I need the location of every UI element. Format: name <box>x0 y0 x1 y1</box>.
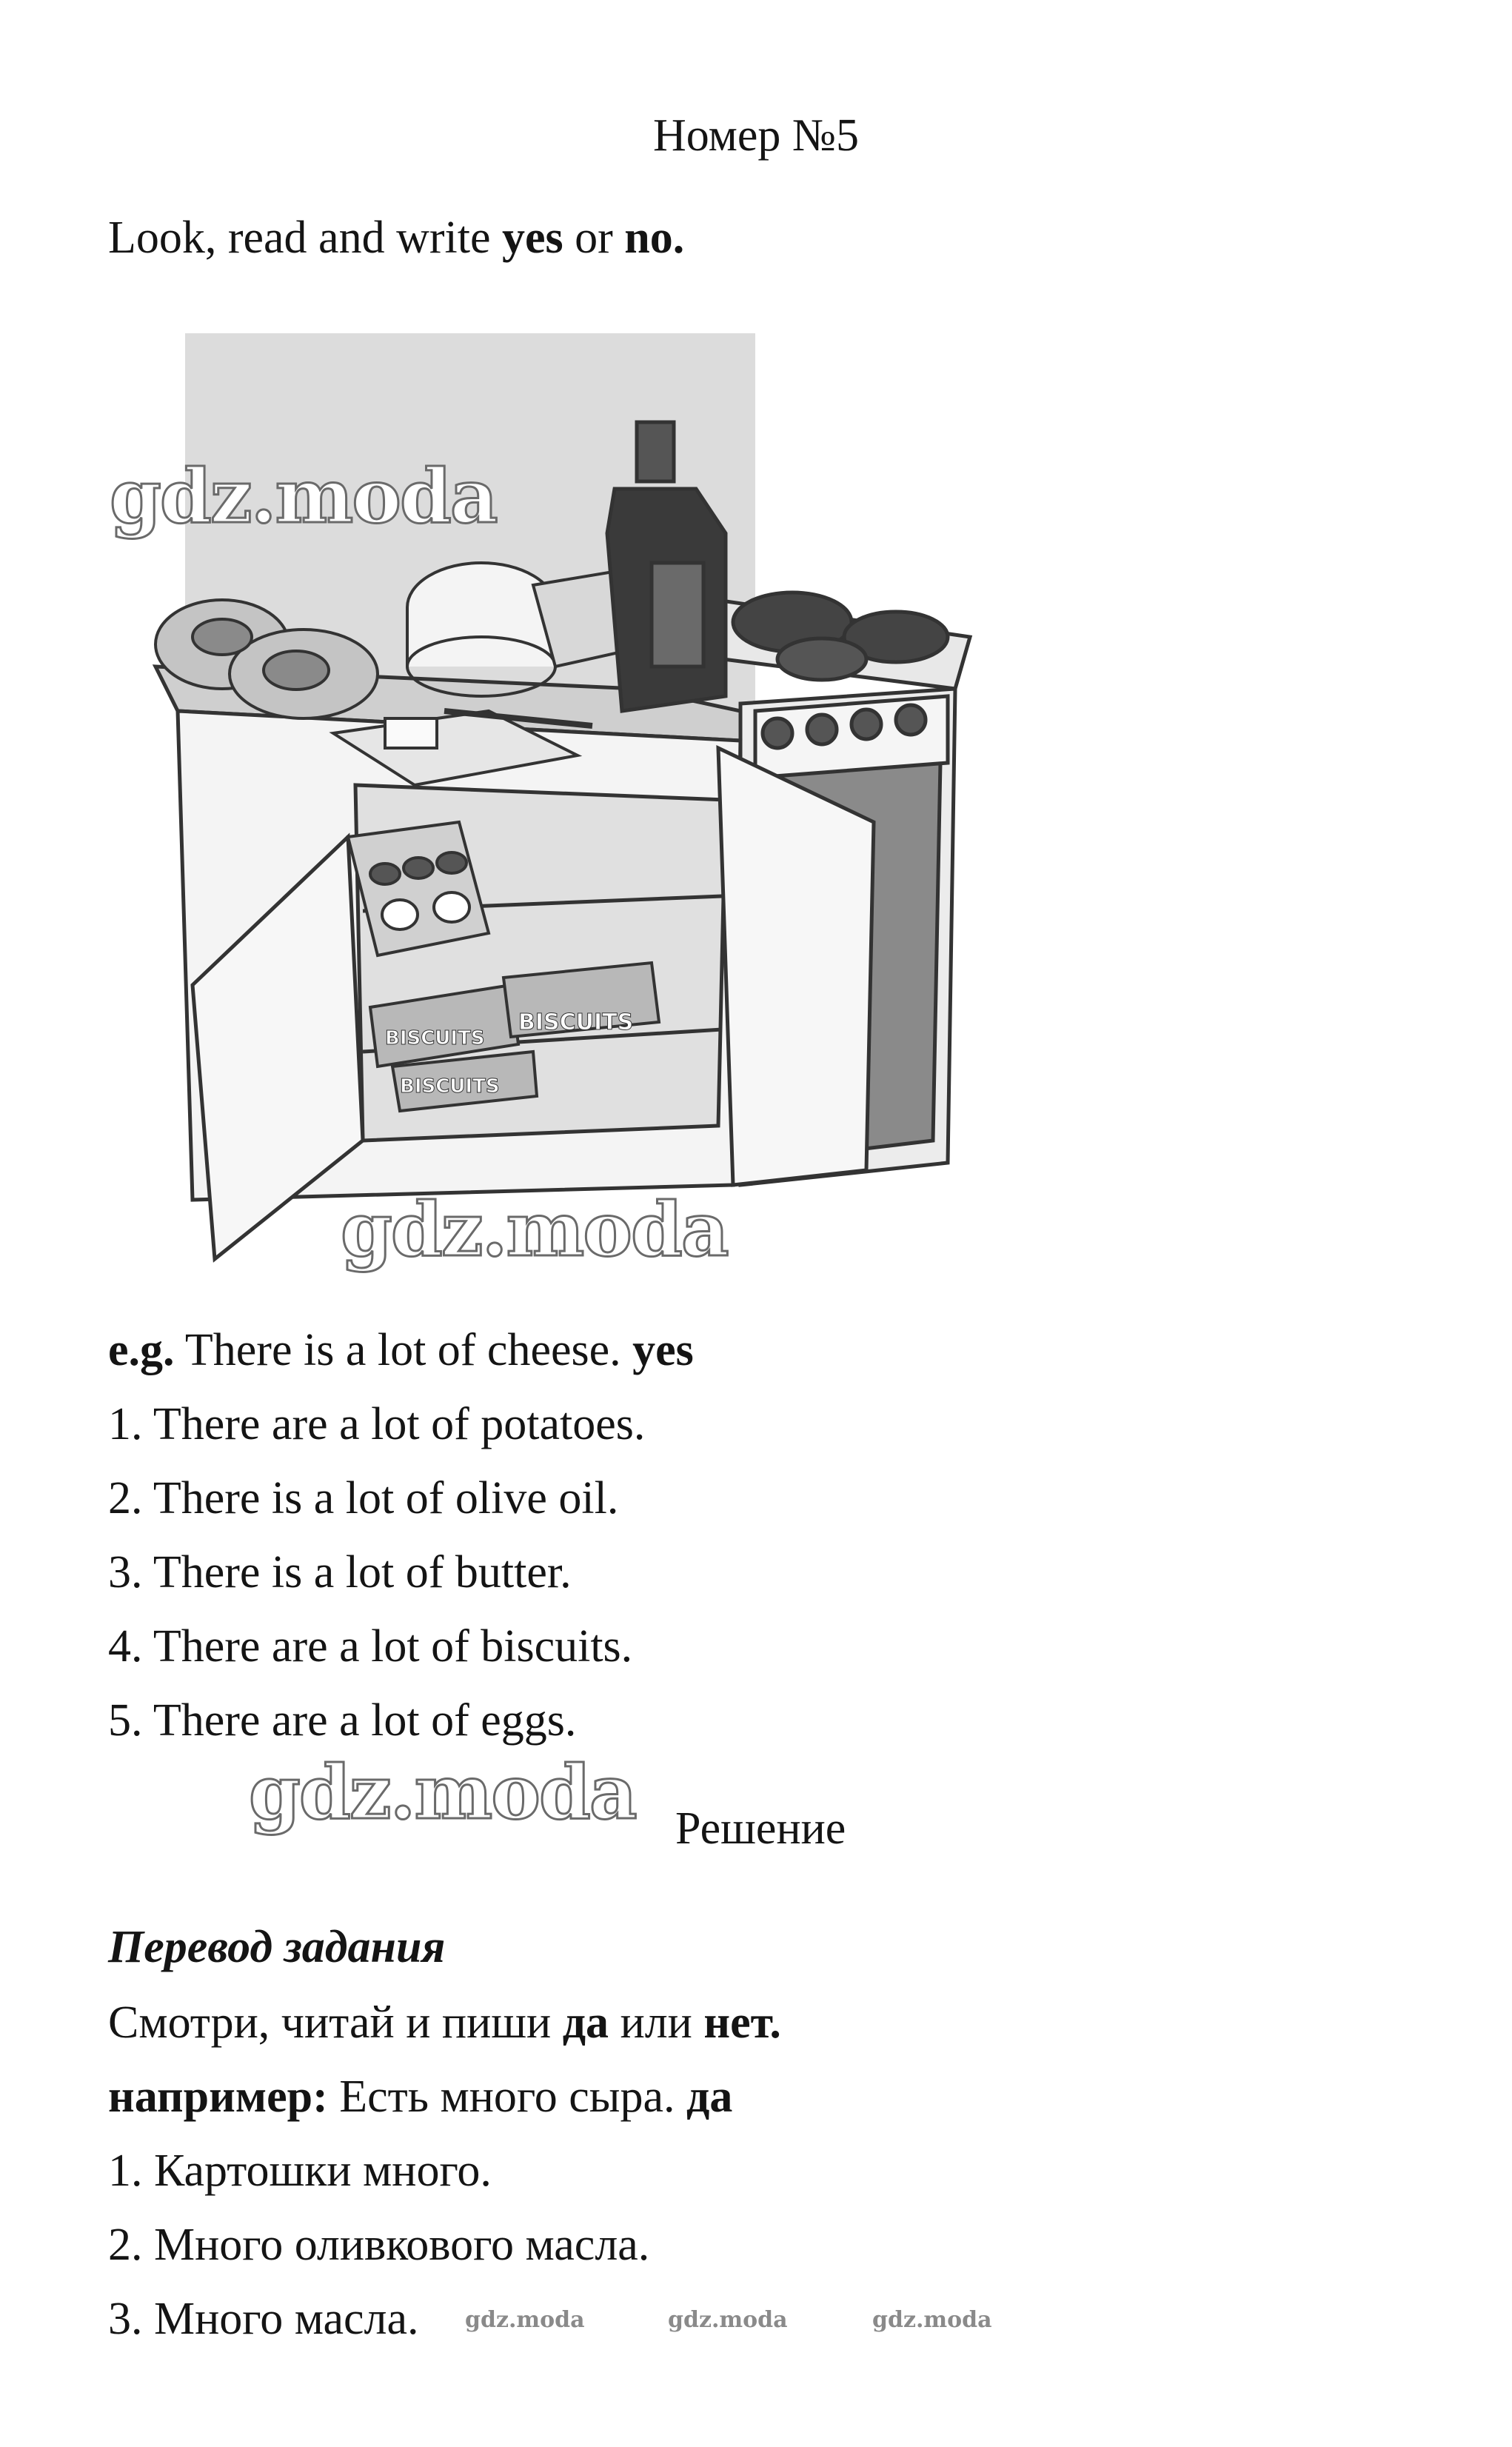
translation-heading: Перевод задания <box>108 1922 446 1972</box>
list-item: 4. There are a lot of biscuits. <box>108 1621 633 1672</box>
example-text: There is a lot of cheese. <box>174 1325 633 1375</box>
instruction-or: or <box>563 213 625 263</box>
watermark-large-1: gdz.moda <box>110 453 497 540</box>
biscuit-label-2: BISCUITS <box>400 1075 500 1098</box>
list-item: 5. There are a lot of eggs. <box>108 1695 577 1746</box>
list-item: 1. There are a lot of potatoes. <box>108 1399 646 1449</box>
translation-instruction-or: или <box>609 1997 704 2048</box>
biscuit-label-1: BISCUITS <box>518 1009 634 1035</box>
translation-instruction-yes: да <box>562 1997 609 2048</box>
translation-item: 2. Много оливкового масла. <box>108 2220 650 2270</box>
example-label: e.g. <box>108 1325 175 1375</box>
translation-example-answer: да <box>686 2072 733 2122</box>
watermark-large-2: gdz.moda <box>341 1186 728 1273</box>
translation-example <box>108 2074 732 2120</box>
instruction-yes: yes <box>501 213 563 263</box>
example-line <box>108 1327 694 1373</box>
watermark-small-2: gdz.moda <box>668 2307 788 2333</box>
instruction-text: Look, read and write <box>108 213 502 263</box>
translation-item: 1. Картошки много. <box>108 2146 492 2196</box>
translation-item: 3. Много масла. <box>108 2294 419 2344</box>
translation-instruction-no: нет. <box>703 1997 781 2048</box>
solution-label: Решение <box>675 1803 846 1854</box>
translation-instruction-text: Смотри, читай и пиши <box>108 1997 563 2048</box>
translation-example-text: Есть много сыра. <box>327 2072 686 2122</box>
watermark-small-3: gdz.moda <box>872 2307 992 2333</box>
example-answer: yes <box>632 1325 694 1375</box>
watermark-large-3: gdz.moda <box>249 1749 636 1836</box>
translation-instruction <box>108 1997 781 2048</box>
watermark-small-1: gdz.moda <box>465 2307 585 2333</box>
instruction-no: no. <box>624 213 685 263</box>
translation-example-label: например: <box>108 2072 328 2122</box>
list-item: 2. There is a lot of olive oil. <box>108 1473 619 1523</box>
list-item: 3. There is a lot of butter. <box>108 1547 572 1598</box>
biscuit-label-3: BISCUITS <box>385 1027 485 1049</box>
page-title: Номер №5 <box>652 110 859 161</box>
